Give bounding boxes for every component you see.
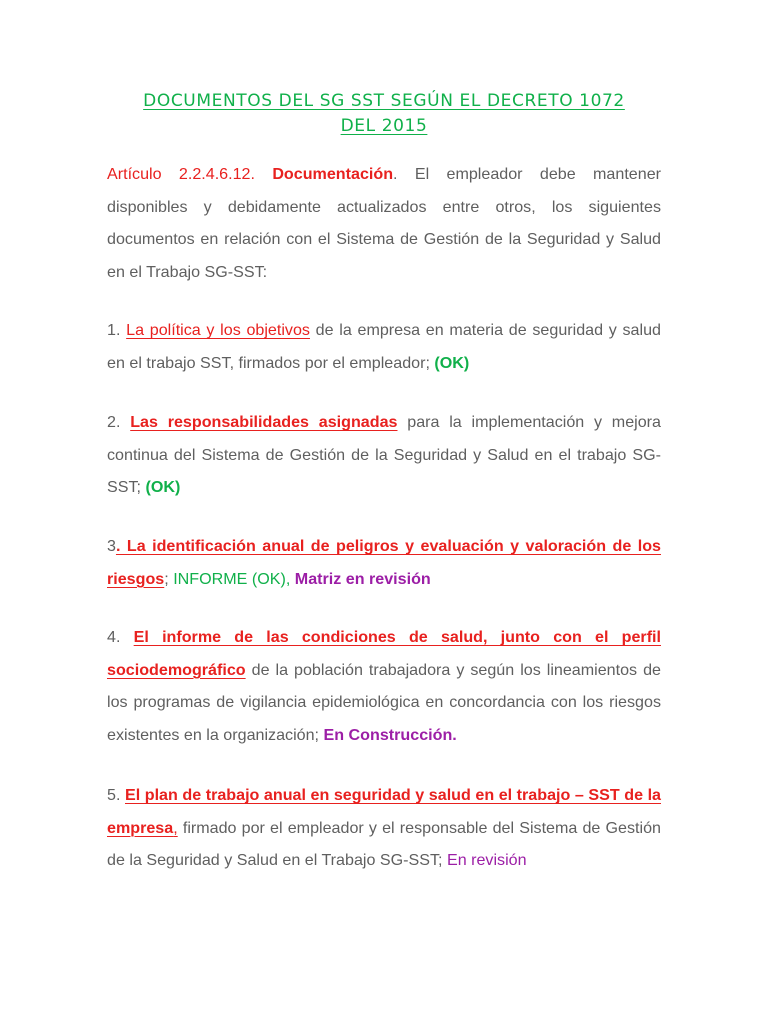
item-number: 2. <box>107 413 121 431</box>
item-number: 3 <box>107 537 116 555</box>
status-badge: (OK) <box>434 353 470 372</box>
list-item <box>107 314 661 379</box>
title-line-1: DOCUMENTOS DEL SG SST SEGÚN EL DECRETO 1072 <box>143 91 625 111</box>
item-link: El plan de trabajo anual en seguridad y salud en el trabajo – SST de la empresa <box>107 786 661 837</box>
title-line-2: DEL 2015 <box>340 116 428 136</box>
item-text: ; <box>164 569 174 588</box>
list-item <box>107 621 661 751</box>
item-text: firmado por el empleador y el responsable del Sistema de Gestión de la Seguridad y Salud en el Trabajo SG-SST; <box>107 818 661 869</box>
list-item <box>107 779 661 877</box>
item-text: de la empresa en materia de seguridad y salud en el trabajo SST, firmados por el empleador; <box>107 321 661 372</box>
item-link: La política y los objetivos <box>126 321 310 339</box>
article-number: Artículo 2.2.4.6.12. <box>107 165 255 183</box>
list-item <box>107 406 661 504</box>
article-heading: Documentación <box>272 165 394 183</box>
item-text: para la implementación y mejora continua del Sistema de Gestión de la Seguridad y Salud en el trabajo SG-SST; <box>107 413 661 496</box>
status-badge: (OK) <box>145 478 181 496</box>
item-number: 1. <box>107 321 121 339</box>
status-badge: Matriz en revisión <box>294 569 431 588</box>
item-text: de la población trabajadora y según los lineamientos de los programas de vigilancia epidemiológica en concordancia con los riesgos existentes en la organización; <box>107 660 661 744</box>
item-number: 4. <box>107 628 121 646</box>
item-comma: , <box>173 818 178 837</box>
intro-text: . El empleador debe mantener disponibles y debidamente actualizados entre otros, los siguientes documentos en relación con el Sistema de Gestión de la Seguridad y Salud en el Trabajo SG-SST: <box>107 165 661 281</box>
status-badge: En revisión <box>446 851 527 869</box>
document-title <box>107 89 661 139</box>
item-link: Las responsabilidades asignadas <box>130 413 398 431</box>
intro-paragraph <box>107 158 661 288</box>
status-badge: INFORME (OK), <box>173 569 295 588</box>
item-link: El informe de las condiciones de salud, junto con el perfil sociodemográfico <box>107 628 661 679</box>
list-item <box>107 530 661 595</box>
status-badge: En Construcción. <box>323 725 457 744</box>
item-number: 5. <box>107 786 121 804</box>
item-link: . La identificación anual de peligros y evaluación y valoración de los riesgos <box>107 537 661 588</box>
